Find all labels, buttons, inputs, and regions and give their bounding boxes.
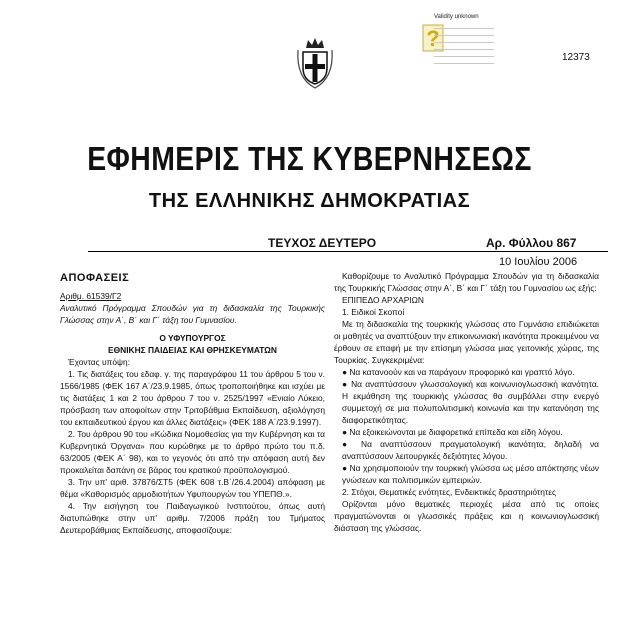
- issue-label: ΤΕΥΧΟΣ ΔΕΥΤΕΡΟ: [268, 236, 377, 250]
- bullet-item: ● Να χρησιμοποιούν την τουρκική γλώσσα ως μέσο απόκτησης νέων γνώσεων και πολιτισμικών εμπειριών.: [342, 463, 599, 485]
- paragraph: 2. Στόχοι, Θεματικές ενότητες, Ενδεικτικές δραστηριότητες: [342, 487, 556, 497]
- gazette-title: ΕΦΗΜΕΡΙΣ ΤΗΣ ΚΥΒΕΡΝΗΣΕΩΣ: [87, 140, 532, 177]
- paragraph: Με τη διδασκαλία της τουρκικής γλώσσας στο Γυμνάσιο επιδιώκεται οι μαθητές να αναπτύξουν την επικοινωνιακή ικανότητα προκειμένου να έρθουν σε επαφή με την επίσημη γλώσσα μιας γειτονικής χώρας, της Τουρκίας. Συγκεκριμένα:: [334, 319, 599, 365]
- stamp-title: Validity unknown: [434, 14, 479, 20]
- goals-heading: 1. Ειδικοί Σκοποί: [342, 307, 405, 317]
- paragraph: 3. Την υπ' αριθ. 37876/ΣΤ5 (ΦΕΚ 608 τ.Β΄/26.4.2004) απόφαση με θέμα «Καθορισμός αρμοδιοτήτων Υφυπουργών του ΥΠΕΠΘ.».: [60, 477, 325, 499]
- coat-of-arms-emblem: [294, 34, 336, 92]
- paragraph: 2. Του άρθρου 90 του «Κώδικα Νομοθεσίας για την Κυβέρνηση και τα Κυβερνητικά Όργανα» που κυρώθηκε με το άρθρο πρώτο του π.δ. 63/2005 (ΦΕΚ Α΄ 98), και το γεγονός ότι από την απόφαση αυτή δεν προκαλείται δαπάνη σε βάρος του κρατικού προϋπολογισμού.: [60, 429, 325, 475]
- page-number: 12373: [562, 52, 590, 63]
- digital-signature-stamp: [422, 14, 504, 78]
- bullet-item: ● Να κατανοούν και να παράγουν προφορικό και γραπτό λόγο.: [342, 367, 575, 377]
- header-rule: [88, 251, 608, 252]
- issue-date: 10 Ιουλίου 2006: [499, 256, 578, 268]
- bullet-item: ● Να εξοικειώνονται με διαφορετικά επίπεδα και είδη λόγου.: [342, 427, 563, 437]
- level-heading: ΕΠΙΠΕΔΟ ΑΡΧΑΡΙΩΝ: [342, 295, 424, 305]
- decision-description: Αναλυτικό Πρόγραμμα Σπουδών για τη διδασκαλία της Τουρκικής Γλώσσας στην Α΄, Β΄ και Γ΄ τάξη του Γυμνασίου.: [60, 303, 325, 325]
- paragraph: Ορίζονται μόνο θεματικές περιοχές μέσα από τις οποίες πραγματώνονται οι γλωσσικές πράξεις και η κοινωνιογλωσσική διάσταση της γλώσσας.: [334, 499, 599, 533]
- considering-intro: Έχοντας υπόψη:: [68, 357, 130, 367]
- signatory-role: Ο ΥΦΥΠΟΥΡΓΟΣ: [159, 333, 226, 343]
- bullet-item: ● Να αναπτύσσουν πραγματολογική ικανότητα, δηλαδή να αναπτύσσουν λειτουργικές δεξιότητες λόγου.: [342, 439, 599, 461]
- paragraph: 4. Την εισήγηση του Παιδαγωγικού Ινστιτούτου, όπως αυτή διατυπώθηκε στην υπ' αριθμ. 7/2006 πράξη του Τμήματος Δευτεροβάθμιας Εκπαίδευσης, αποφασίζουμε:: [60, 501, 325, 535]
- right-column: [334, 270, 599, 534]
- ministry-name: ΕΘΝΙΚΗΣ ΠΑΙΔΕΙΑΣ ΚΑΙ ΘΡΗΣΚΕΥΜΑΤΩΝ: [108, 345, 277, 355]
- bullet-item: ● Να αναπτύσσουν γλωσσολογική και κοινωνιογλωσσική ικανότητα. Η εκμάθηση της τουρκικής γλώσσας θα συμβάλλει στην ενεργό συμμετοχή σε μια πολυπολιτισμική κοινωνία και την κατανόηση της διαφορετικότητας.: [342, 379, 599, 425]
- paragraph: 1. Τις διατάξεις του εδαφ. γ. της παραγράφου 11 του άρθρου 5 του ν. 1566/1985 (ΦΕΚ 167 Α΄/23.9.1985, όπως τροποποιήθηκε και ισχύει με τις διατάξεις 1 και 2 του άρθρου 7 του ν. 2525/1997 «Ενιαίο Λύκειο, πρόσβαση των αποφοίτων στην Τριτοβάθμια Εκπαίδευση, αξιολόγηση του εκπαιδευτικού έργου και άλλες διατάξεις» (ΦΕΚ 188 Α΄/23.9.1997).: [60, 369, 325, 427]
- svg-text:?: ?: [426, 26, 440, 51]
- paragraph: Καθορίζουμε το Αναλυτικό Πρόγραμμα Σπουδών για τη διδασκαλία της Τουρκικής Γλώσσας στην Α΄, Β΄ και Γ΄ τάξη του Γυμνασίου ως εξής:: [334, 271, 599, 293]
- gazette-subtitle: ΤΗΣ ΕΛΛΗΝΙΚΗΣ ΔΗΜΟΚΡΑΤΙΑΣ: [148, 190, 471, 212]
- sheet-number: Αρ. Φύλλου 867: [486, 236, 577, 250]
- left-column: [60, 270, 325, 536]
- section-heading: ΑΠΟΦΑΣΕΙΣ: [60, 272, 130, 284]
- decision-number: Αριθμ. 61539/Γ2: [60, 291, 122, 301]
